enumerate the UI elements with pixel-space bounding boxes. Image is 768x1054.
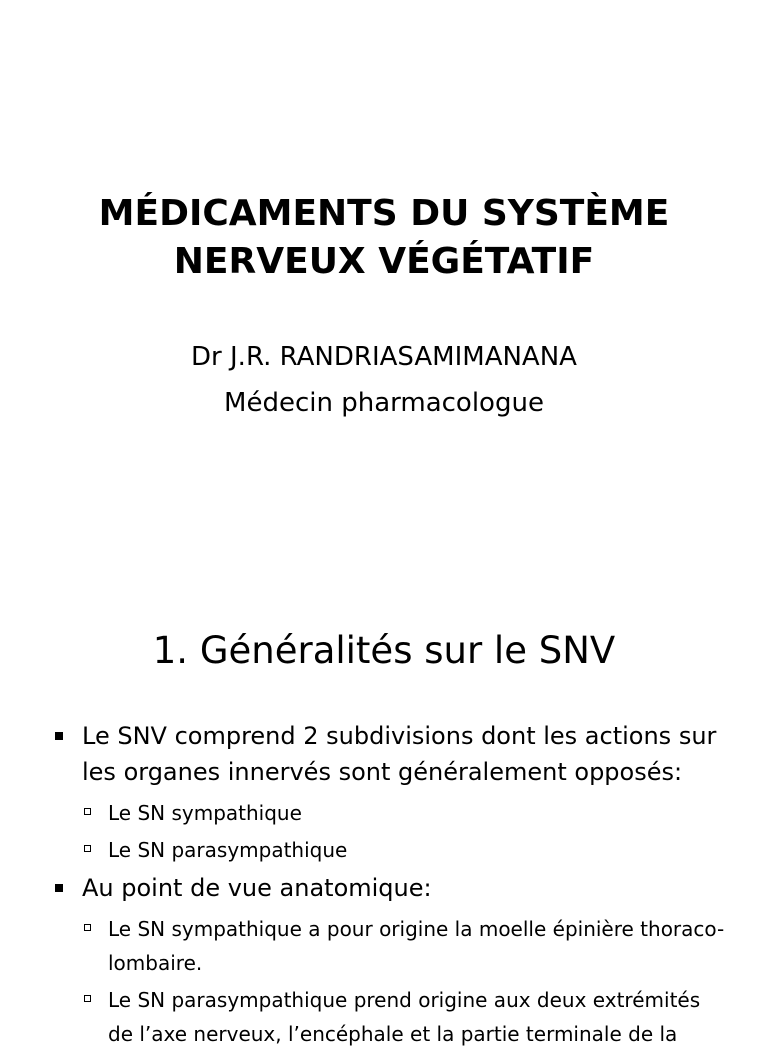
bullet-text: Au point de vue anatomique:: [82, 874, 432, 902]
sub-bullet-item: [0, 796, 768, 830]
sub-bullet-text: Le SN parasympathique prend origine aux deux extrémités de l’axe nerveux, l’encéphale et la partie terminale de la: [108, 988, 701, 1046]
hollow-square-bullet-icon: [84, 995, 91, 1002]
section-title: 1. Généralités sur le SNV: [152, 629, 616, 672]
title-line: MÉDICAMENTS DU SYSTÈME: [98, 193, 670, 234]
sub-bullet-item: [0, 833, 768, 867]
hollow-square-bullet-icon: [84, 808, 91, 815]
title-slide: [0, 0, 768, 512]
sub-bullet-item: [0, 983, 768, 1051]
content-slide: [0, 576, 768, 1046]
square-bullet-icon: [55, 732, 63, 740]
sub-bullet-item: [0, 912, 768, 980]
bullet-list: [0, 718, 768, 1054]
presentation-subtitle: [60, 334, 708, 426]
bullet-item: [0, 718, 768, 790]
hollow-square-bullet-icon: [84, 924, 91, 931]
sub-bullet-text: Le SN parasympathique: [108, 838, 348, 862]
sub-bullet-text: Le SN sympathique: [108, 801, 302, 825]
hollow-square-bullet-icon: [84, 845, 91, 852]
author-name: Dr J.R. RANDRIASAMIMANANA: [191, 342, 577, 372]
presentation-title: [60, 190, 708, 286]
sub-bullet-text: Le SN sympathique a pour origine la moelle épinière thoraco-lombaire.: [108, 917, 725, 975]
bullet-item: [0, 870, 768, 906]
title-line: NERVEUX VÉGÉTATIF: [173, 241, 595, 282]
bullet-text: Le SNV comprend 2 subdivisions dont les actions sur les organes innervés sont généralement opposés:: [82, 722, 717, 786]
author-role: Médecin pharmacologue: [224, 388, 544, 418]
square-bullet-icon: [55, 884, 63, 892]
